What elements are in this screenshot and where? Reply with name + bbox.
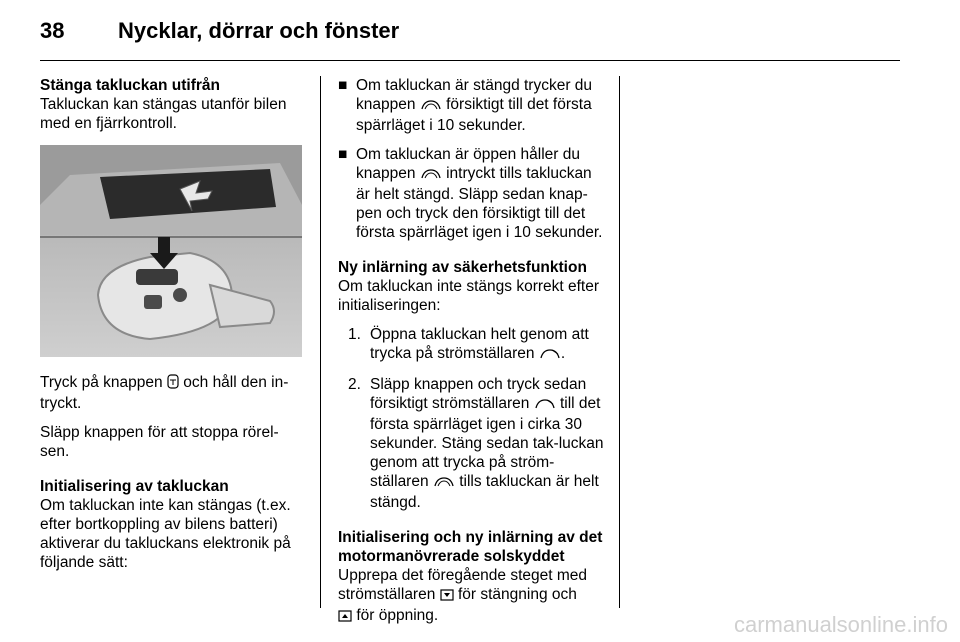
watermark: carmanualsonline.info [733, 612, 948, 637]
step2-text-b: till det första spärrläget igen i cirka 30 sekunder. Stäng sedan tak-luckan genom att trycka på ström-ställaren [370, 395, 604, 490]
sunblind-text-c: för öppning. [356, 607, 439, 624]
paragraph-sunblind [338, 566, 604, 627]
section-heading-close-outside: Stänga takluckan utifrån [40, 77, 221, 94]
column-left [40, 76, 306, 572]
header-rule [40, 60, 900, 61]
section-heading-relearn: Ny inlärning av säkerhetsfunktion [338, 259, 587, 276]
section-heading-initialisation: Initialisering av takluckan [40, 478, 229, 495]
sunblind-open-icon [338, 608, 352, 627]
step1-text: Öppna takluckan helt genom att trycka på strömställaren [370, 326, 589, 362]
paragraph-remote: Takluckan kan stängas utanför bilen med en fjärrkontroll. [40, 96, 287, 132]
sunblind-text-a: Upprepa det föregående steget med strömställaren [338, 567, 588, 603]
step2-text-a: Släpp knappen och tryck sedan försiktigt strömställaren [370, 376, 587, 412]
page-title: Nycklar, dörrar och fönster [118, 18, 400, 43]
key-illustration-svg [40, 145, 302, 357]
sunblind-close-icon [440, 587, 454, 606]
bullet1-text-a: Om takluckan är stängd trycker du knappen [356, 77, 593, 113]
section-heading-sunblind: Initialisering och ny inlärning av det motormanövrerade solskyddet [338, 529, 603, 565]
step-number: 2. [348, 376, 361, 393]
bullet-item-closed [338, 76, 604, 135]
page-number: 38 [40, 18, 65, 43]
sunroof-open-switch-icon [534, 396, 556, 415]
paragraph-relearn: Om takluckan inte stängs korrekt efter initialiseringen: [338, 278, 600, 314]
sunroof-switch-icon [420, 97, 442, 116]
column-right [338, 76, 604, 627]
step-number: 1. [348, 326, 361, 343]
sunroof-switch-icon [420, 166, 442, 185]
bullet-mark: ■ [338, 146, 348, 163]
bullet-mark: ■ [338, 77, 348, 94]
bullet2-text-a: Om takluckan är öppen håller du knappen [356, 146, 581, 182]
sunroof-open-switch-icon [539, 346, 561, 365]
sunblind-text-b: för stängning och [457, 586, 577, 603]
paragraph-press-button [40, 373, 306, 413]
step-1: 1. Öppna takluckan helt genom att trycka på strömställaren . [338, 325, 604, 365]
bullet2-text-b: intryckt tills takluckan är helt stängd. Släpp sedan knap-pen och tryck den försiktigt till det första spärrläget igen i 10 sekunder. [356, 165, 603, 241]
paragraph-release: Släpp knappen för att stoppa rörel-sen. [40, 424, 279, 460]
bullet-item-open [338, 145, 604, 242]
step-2 [338, 375, 604, 512]
remote-key-illustration [40, 145, 302, 357]
column-divider [320, 76, 321, 608]
column-divider-right [619, 76, 620, 608]
step2-text-c: tills takluckan är helt stängd. [370, 473, 599, 511]
paragraph-initialisation: Om takluckan inte kan stängas (t.ex. efter bortkoppling av bilens batteri) aktiverar du takluckans elektronik på följande sätt: [40, 497, 291, 571]
sunroof-key-icon [167, 374, 179, 394]
press-text-b: och håll den in-tryckt. [40, 374, 289, 412]
bullet1-text-b: försiktigt till det första spärrläget i 10 sekunder. [356, 96, 592, 134]
sunroof-switch-icon [433, 474, 455, 493]
press-text-a: Tryck på knappen [40, 374, 163, 391]
